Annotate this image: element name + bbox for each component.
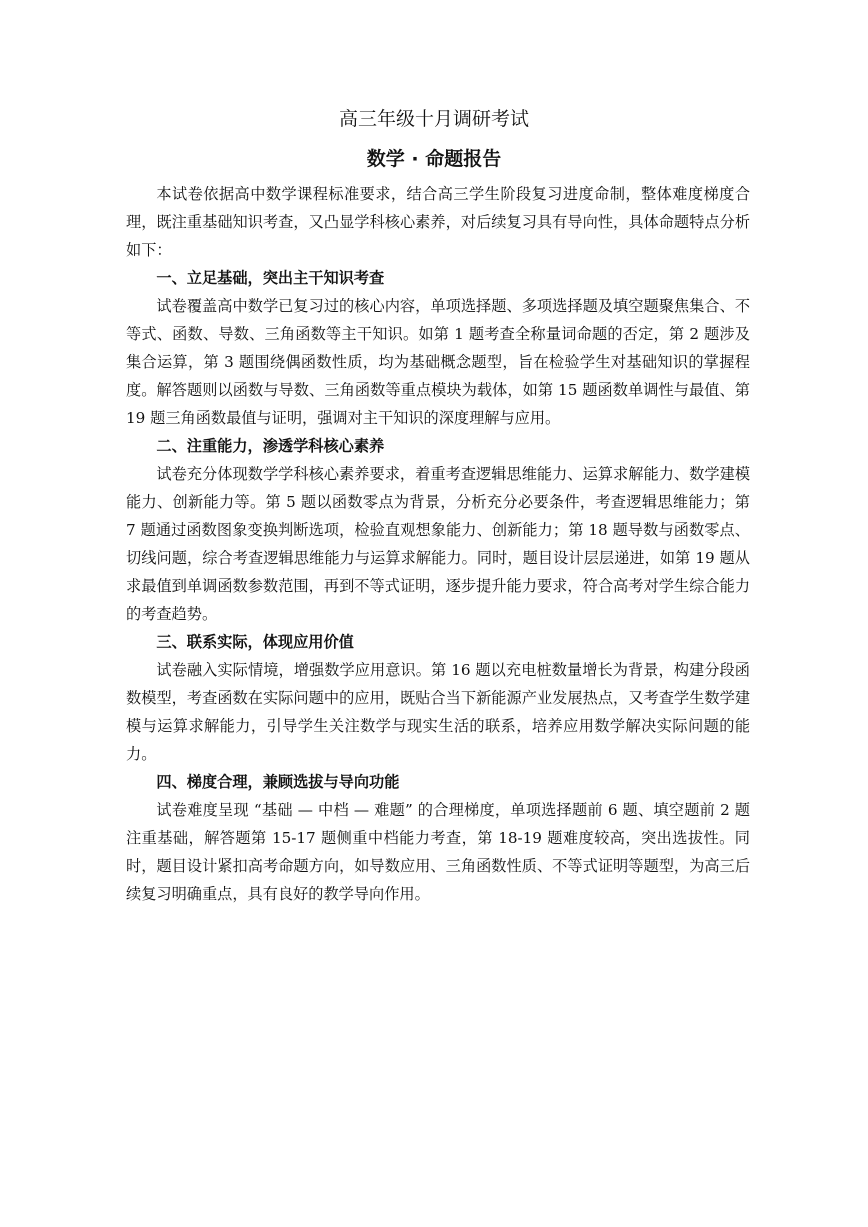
document-title: 高三年级十月调研考试 — [338, 108, 529, 130]
document-subtitle: 数学 · 命题报告 — [366, 148, 502, 170]
section-heading-1: 一、立足基础，突出主干知识考查 — [156, 269, 385, 287]
section-heading-2: 二、注重能力，渗透学科核心素养 — [156, 437, 385, 455]
section-body-3: 试卷融入实际情境，增强数学应用意识。第 16 题以充电桩数量增长为背景，构建分段函数模型，考查函数在实际问题中的应用，既贴合当下新能源产业发展热点，又考查学生数学建模与运算求解能力，引导学生关注数学与现实生活的联系，培养应用数学解决实际问题的能力。 — [126, 661, 750, 763]
section-body-1: 试卷覆盖高中数学已复习过的核心内容，单项选择题、多项选择题及填空题聚焦集合、不等式、函数、导数、三角函数等主干知识。如第 1 题考查全称量词命题的否定，第 2 题涉及集合运算，第 3 题围绕偶函数性质，均为基础概念题型，旨在检验学生对基础知识的掌握程度。解答题则以函数与导数、三角函数等重点模块为载体，如第 15 题函数单调性与最值、第 19 题三角函数最值与证明，强调对主干知识的深度理解与应用。 — [126, 297, 750, 427]
document-body — [126, 180, 750, 908]
section-heading-4: 四、梯度合理，兼顾选拔与导向功能 — [156, 773, 400, 791]
section-heading-3: 三、联系实际，体现应用价值 — [156, 633, 354, 651]
section-body-4: 试卷难度呈现 “基础 — 中档 — 难题” 的合理梯度，单项选择题前 6 题、填空题前 2 题注重基础，解答题第 15-17 题侧重中档能力考查，第 18-19 题难度较高，突出选拔性。同时，题目设计紧扣高考命题方向，如导数应用、三角函数性质、不等式证明等题型，为高三后续复习明确重点，具有良好的教学导向作用。 — [126, 801, 750, 903]
intro-paragraph: 本试卷依据高中数学课程标准要求，结合高三学生阶段复习进度命制，整体难度梯度合理，既注重基础知识考查，又凸显学科核心素养，对后续复习具有导向性，具体命题特点分析如下： — [126, 185, 750, 259]
section-body-2: 试卷充分体现数学学科核心素养要求，着重考查逻辑思维能力、运算求解能力、数学建模能力、创新能力等。第 5 题以函数零点为背景，分析充分必要条件，考查逻辑思维能力；第 7 题通过函数图象变换判断选项，检验直观想象能力、创新能力；第 18 题导数与函数零点、切线问题，综合考查逻辑思维能力与运算求解能力。同时，题目设计层层递进，如第 19 题从求最值到单调函数参数范围，再到不等式证明，逐步提升能力要求，符合高考对学生综合能力的考查趋势。 — [126, 465, 750, 623]
